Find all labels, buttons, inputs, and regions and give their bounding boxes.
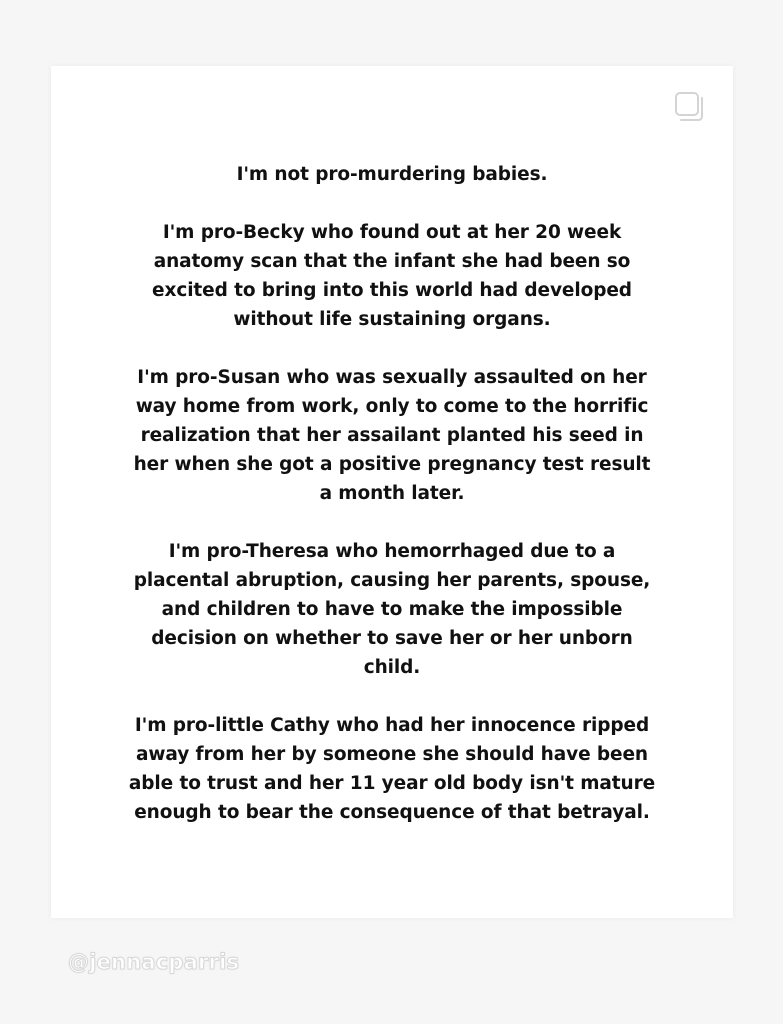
text-line: I'm pro-Becky who found out at her 20 week [162, 222, 622, 243]
text-line: I'm not pro-murdering babies. [236, 164, 548, 185]
text-line: without life sustaining organs. [233, 309, 551, 330]
text-line: enough to bear the consequence of that betrayal. [134, 802, 650, 823]
text-line: anatomy scan that the infant she had been so [153, 251, 631, 272]
text-line: I'm pro-Theresa who hemorrhaged due to a [168, 541, 616, 562]
text-line: away from her by someone she should have been [136, 744, 648, 765]
text-line: I'm pro-little Cathy who had her innocence ripped [134, 715, 650, 736]
text-line: realization that her assailant planted his seed in [140, 425, 644, 446]
paragraph-theresa [51, 537, 733, 682]
text-line: child. [363, 657, 421, 678]
text-line: able to trust and her 11 year old body isn't mature [128, 773, 656, 794]
text-line: her when she got a positive pregnancy test result [133, 454, 651, 475]
post-text [51, 160, 733, 856]
text-line: and children to have to make the impossible [161, 599, 623, 620]
post-card [51, 66, 733, 918]
text-line: decision on whether to save her or her unborn [151, 628, 633, 649]
text-line: excited to bring into this world had developed [152, 280, 632, 301]
username-watermark: @jennacparris [68, 950, 240, 974]
paragraph-becky [51, 218, 733, 334]
text-line: I'm pro-Susan who was sexually assaulted on her [137, 367, 647, 388]
copy-icon[interactable] [672, 89, 708, 125]
paragraph-susan [51, 363, 733, 508]
text-line: a month later. [319, 483, 465, 504]
text-line: way home from work, only to come to the horrific [135, 396, 649, 417]
paragraph-cathy [51, 711, 733, 827]
paragraph-intro [51, 160, 733, 189]
text-line: placental abruption, causing her parents, spouse, [133, 570, 651, 591]
